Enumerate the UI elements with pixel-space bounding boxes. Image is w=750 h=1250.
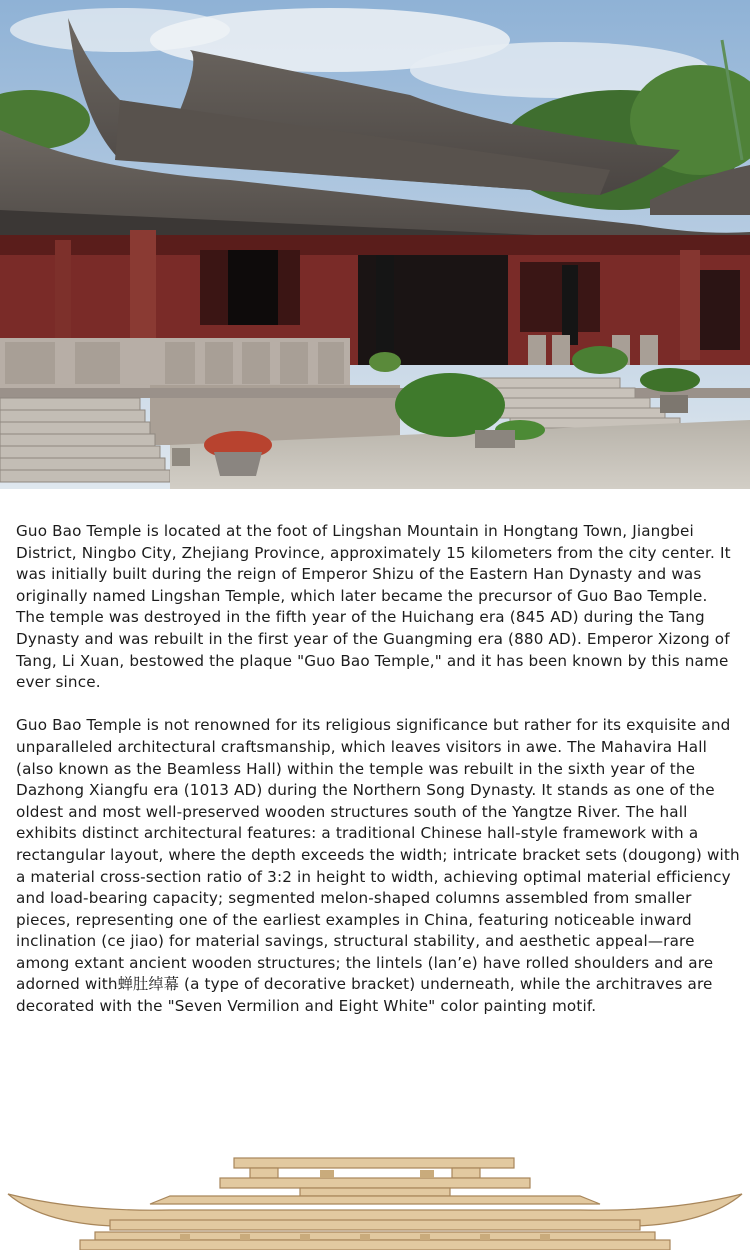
article-paragraph-architecture: Guo Bao Temple is not renowned for its religious significance but rather for its exquisite and unparalleled architectural craftsmanship, which leaves visitors in awe. The Mahavira Hall (also known as the Beamless Hall) within the temple was rebuilt in the sixth year of the Dazhong Xiangfu era (1013 AD) during the Northern Song Dynasty. It stands as one of the oldest and most well-preserved wooden structures south of the Yangtze River. The hall exhibits distinct architectural features: a traditional Chinese hall-style framework with a rectangular layout, where the depth exceeds the width; intricate bracket sets (dougong) with a material cross-section ratio of 3:2 in height to width, achieving optimal material efficiency and load-bearing capacity; segmented melon-shaped columns assembled from smaller pieces, representing one of the earliest examples in China, featuring noticeable inward inclination (ce jiao) for material savings, structural stability, and aesthetic appeal—rare among extant ancient wooden structures; the lintels (lan’e) have rolled shoulders and are adorned with蝉肚绰幕 (a type of decorative bracket) underneath, while the architraves are decorated with the "Seven Vermilion and Eight White" color painting motif. (16, 716, 740, 1016)
wooden-model-photo (0, 1150, 750, 1250)
temple-photo (0, 0, 750, 489)
article-paragraph-history: Guo Bao Temple is located at the foot of Lingshan Mountain in Hongtang Town, Jiangbei District, Ningbo City, Zhejiang Province, approximately 15 kilometers from the city center. It was initially built during the reign of Emperor Shizu of the Eastern Han Dynasty and was originally named Lingshan Temple, which later became the precursor of Guo Bao Temple. The temple was destroyed in the fifth year of the Huichang era (845 AD) during the Tang Dynasty and was rebuilt in the first year of the Guangming era (880 AD). Emperor Xizong of Tang, Li Xuan, bestowed the plaque "Guo Bao Temple," and it has been known by this name ever since. (16, 522, 731, 692)
article-body (16, 521, 740, 1039)
